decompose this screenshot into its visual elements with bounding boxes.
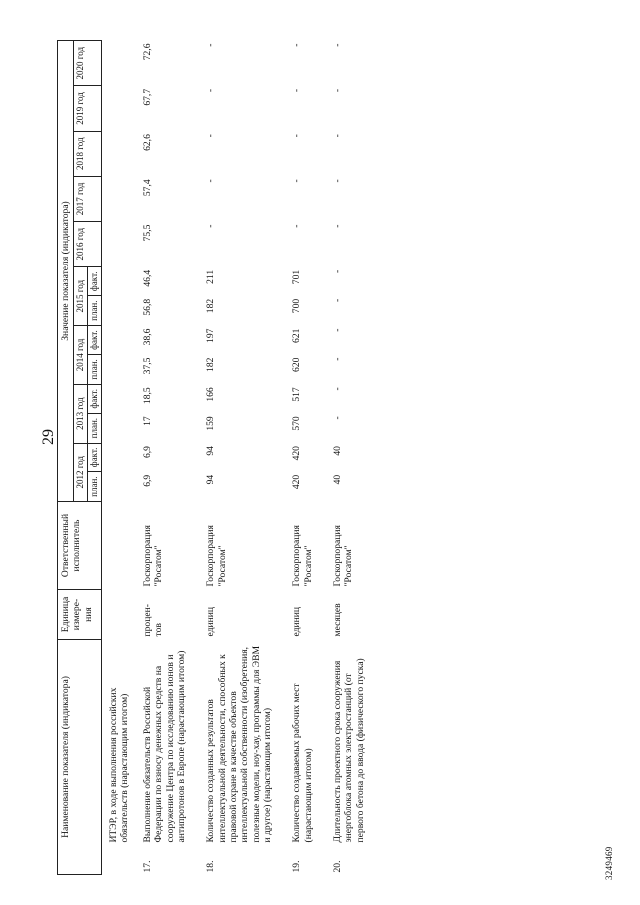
value-cell: 420 bbox=[291, 474, 303, 490]
value-cell: 38,6 bbox=[142, 328, 154, 346]
indicator-table bbox=[57, 40, 382, 875]
unit-cell: процен-тов bbox=[142, 604, 165, 637]
value-cell: - bbox=[331, 357, 343, 361]
header-fact: факт. bbox=[87, 326, 101, 355]
table-row bbox=[140, 41, 203, 875]
value-cell: - bbox=[205, 43, 217, 47]
rotated-table-area bbox=[57, 40, 587, 875]
header-plan: план. bbox=[87, 355, 101, 385]
value-cell: - bbox=[331, 328, 343, 332]
value-cell: - bbox=[291, 224, 303, 228]
value-cell: 18,5 bbox=[142, 387, 154, 405]
document-id-stamp: 3249469 bbox=[604, 846, 614, 880]
table-row bbox=[289, 41, 330, 875]
row-number: 20. bbox=[331, 860, 343, 873]
header-fact: факт. bbox=[87, 267, 101, 296]
page-number: 29 bbox=[40, 429, 57, 445]
value-cell: 620 bbox=[291, 357, 303, 372]
value-cell: - bbox=[205, 179, 217, 183]
value-cell: 37,5 bbox=[142, 357, 154, 375]
value-cell: 166 bbox=[205, 387, 217, 402]
value-cell: 211 bbox=[205, 269, 217, 284]
value-cell: 56,8 bbox=[142, 298, 154, 316]
indicator-name: Количество создаваемых рабочих мест (нарастающим итогом) bbox=[291, 683, 314, 843]
table-row bbox=[330, 41, 382, 875]
value-cell: 40 bbox=[331, 474, 343, 485]
header-fact: факт. bbox=[87, 384, 101, 413]
header-unit: Единица измере-ния bbox=[58, 590, 102, 640]
header-year-2016: 2016 год bbox=[74, 222, 101, 267]
value-cell: 6,9 bbox=[142, 446, 154, 459]
value-cell: 197 bbox=[205, 328, 217, 343]
responsible-cell: Госкорпорация "Росатом" bbox=[205, 525, 228, 587]
header-responsible: Ответственный исполнитель bbox=[58, 502, 102, 590]
value-cell: 621 bbox=[291, 328, 303, 343]
header-plan: план. bbox=[87, 472, 101, 502]
value-cell: 570 bbox=[291, 416, 303, 431]
row-number: 17. bbox=[142, 860, 154, 873]
row-number: 19. bbox=[291, 860, 303, 873]
value-cell: - bbox=[331, 179, 343, 183]
indicator-name: Количество созданных результатов интеллектуальной деятельности, способных к правовой охране в качестве объектов интеллектуальной собственности (изобретения, полезные модели, ноу-хау, программы для ЭВМ и другое) (нарастающим итогом) bbox=[205, 645, 273, 843]
value-cell: - bbox=[331, 134, 343, 138]
responsible-cell: Госкорпорация "Росатом" bbox=[142, 525, 165, 587]
header-name: Наименование показателя (индикатора) bbox=[58, 640, 102, 875]
value-cell: 420 bbox=[291, 446, 303, 461]
value-cell: 40 bbox=[331, 446, 343, 456]
table-row-continued bbox=[101, 41, 140, 875]
value-cell: - bbox=[331, 416, 343, 420]
value-cell: 72,6 bbox=[142, 43, 154, 61]
value-cell: - bbox=[205, 134, 217, 138]
header-year-2014: 2014 год bbox=[74, 326, 88, 385]
value-cell: - bbox=[205, 224, 217, 228]
value-cell: 182 bbox=[205, 357, 217, 372]
header-year-2020: 2020 год bbox=[74, 41, 101, 86]
indicator-name: Выполнение обязательств Российской Федерации по взносу денежных средств на сооружение Центра по исследованию ионов и антипротонов в Европе (нарастающим итогом) bbox=[142, 650, 188, 843]
header-year-2018: 2018 год bbox=[74, 131, 101, 176]
unit-cell: единиц bbox=[205, 606, 217, 637]
continued-text: ИТЭР, в ходе выполнения российских обязательств (нарастающим итогом) bbox=[107, 687, 130, 843]
value-cell: - bbox=[331, 269, 343, 274]
header-year-2012: 2012 год bbox=[74, 443, 88, 501]
value-cell: 517 bbox=[291, 387, 303, 402]
indicator-name: Длительность проектного срока сооружения энергоблока атомных электростанций (от первого бетона до ввода (физического пуска) bbox=[331, 658, 366, 843]
header-plan: план. bbox=[87, 296, 101, 326]
value-cell: - bbox=[205, 88, 217, 93]
unit-cell: месяцев bbox=[331, 603, 343, 637]
value-cell: 46,4 bbox=[142, 269, 154, 287]
value-cell: - bbox=[291, 88, 303, 93]
value-cell: 67,7 bbox=[142, 88, 154, 106]
unit-cell: единиц bbox=[291, 606, 303, 637]
value-cell: 75,5 bbox=[142, 224, 154, 242]
value-cell: 57,4 bbox=[142, 179, 154, 197]
value-cell: 159 bbox=[205, 416, 217, 431]
value-cell: - bbox=[331, 43, 343, 47]
value-cell: - bbox=[291, 179, 303, 183]
value-cell: 94 bbox=[205, 446, 217, 456]
value-cell: - bbox=[331, 387, 343, 391]
value-cell: 6,9 bbox=[142, 474, 154, 487]
responsible-cell: Госкорпорация "Росатом" bbox=[331, 525, 355, 587]
header-fact: факт. bbox=[87, 443, 101, 472]
value-cell: - bbox=[331, 88, 343, 93]
header-year-2015: 2015 год bbox=[74, 267, 88, 326]
value-cell: - bbox=[331, 224, 343, 228]
header-year-2013: 2013 год bbox=[74, 384, 88, 443]
value-cell: 94 bbox=[205, 474, 217, 485]
header-value-group: Значение показателя (индикатора) bbox=[58, 41, 74, 502]
table-row bbox=[203, 41, 289, 875]
value-cell: 17 bbox=[142, 416, 154, 426]
value-cell: 700 bbox=[291, 298, 303, 314]
header-plan: план. bbox=[87, 413, 101, 443]
value-cell: 701 bbox=[291, 269, 303, 285]
value-cell: 182 bbox=[205, 298, 217, 314]
responsible-cell: Госкорпорация "Росатом" bbox=[291, 525, 314, 587]
header-year-2019: 2019 год bbox=[74, 86, 101, 131]
value-cell: - bbox=[331, 298, 343, 303]
value-cell: 62,6 bbox=[142, 134, 154, 151]
header-year-2017: 2017 год bbox=[74, 176, 101, 221]
row-number: 18. bbox=[205, 860, 217, 873]
value-cell: - bbox=[291, 134, 303, 138]
value-cell: - bbox=[291, 43, 303, 47]
